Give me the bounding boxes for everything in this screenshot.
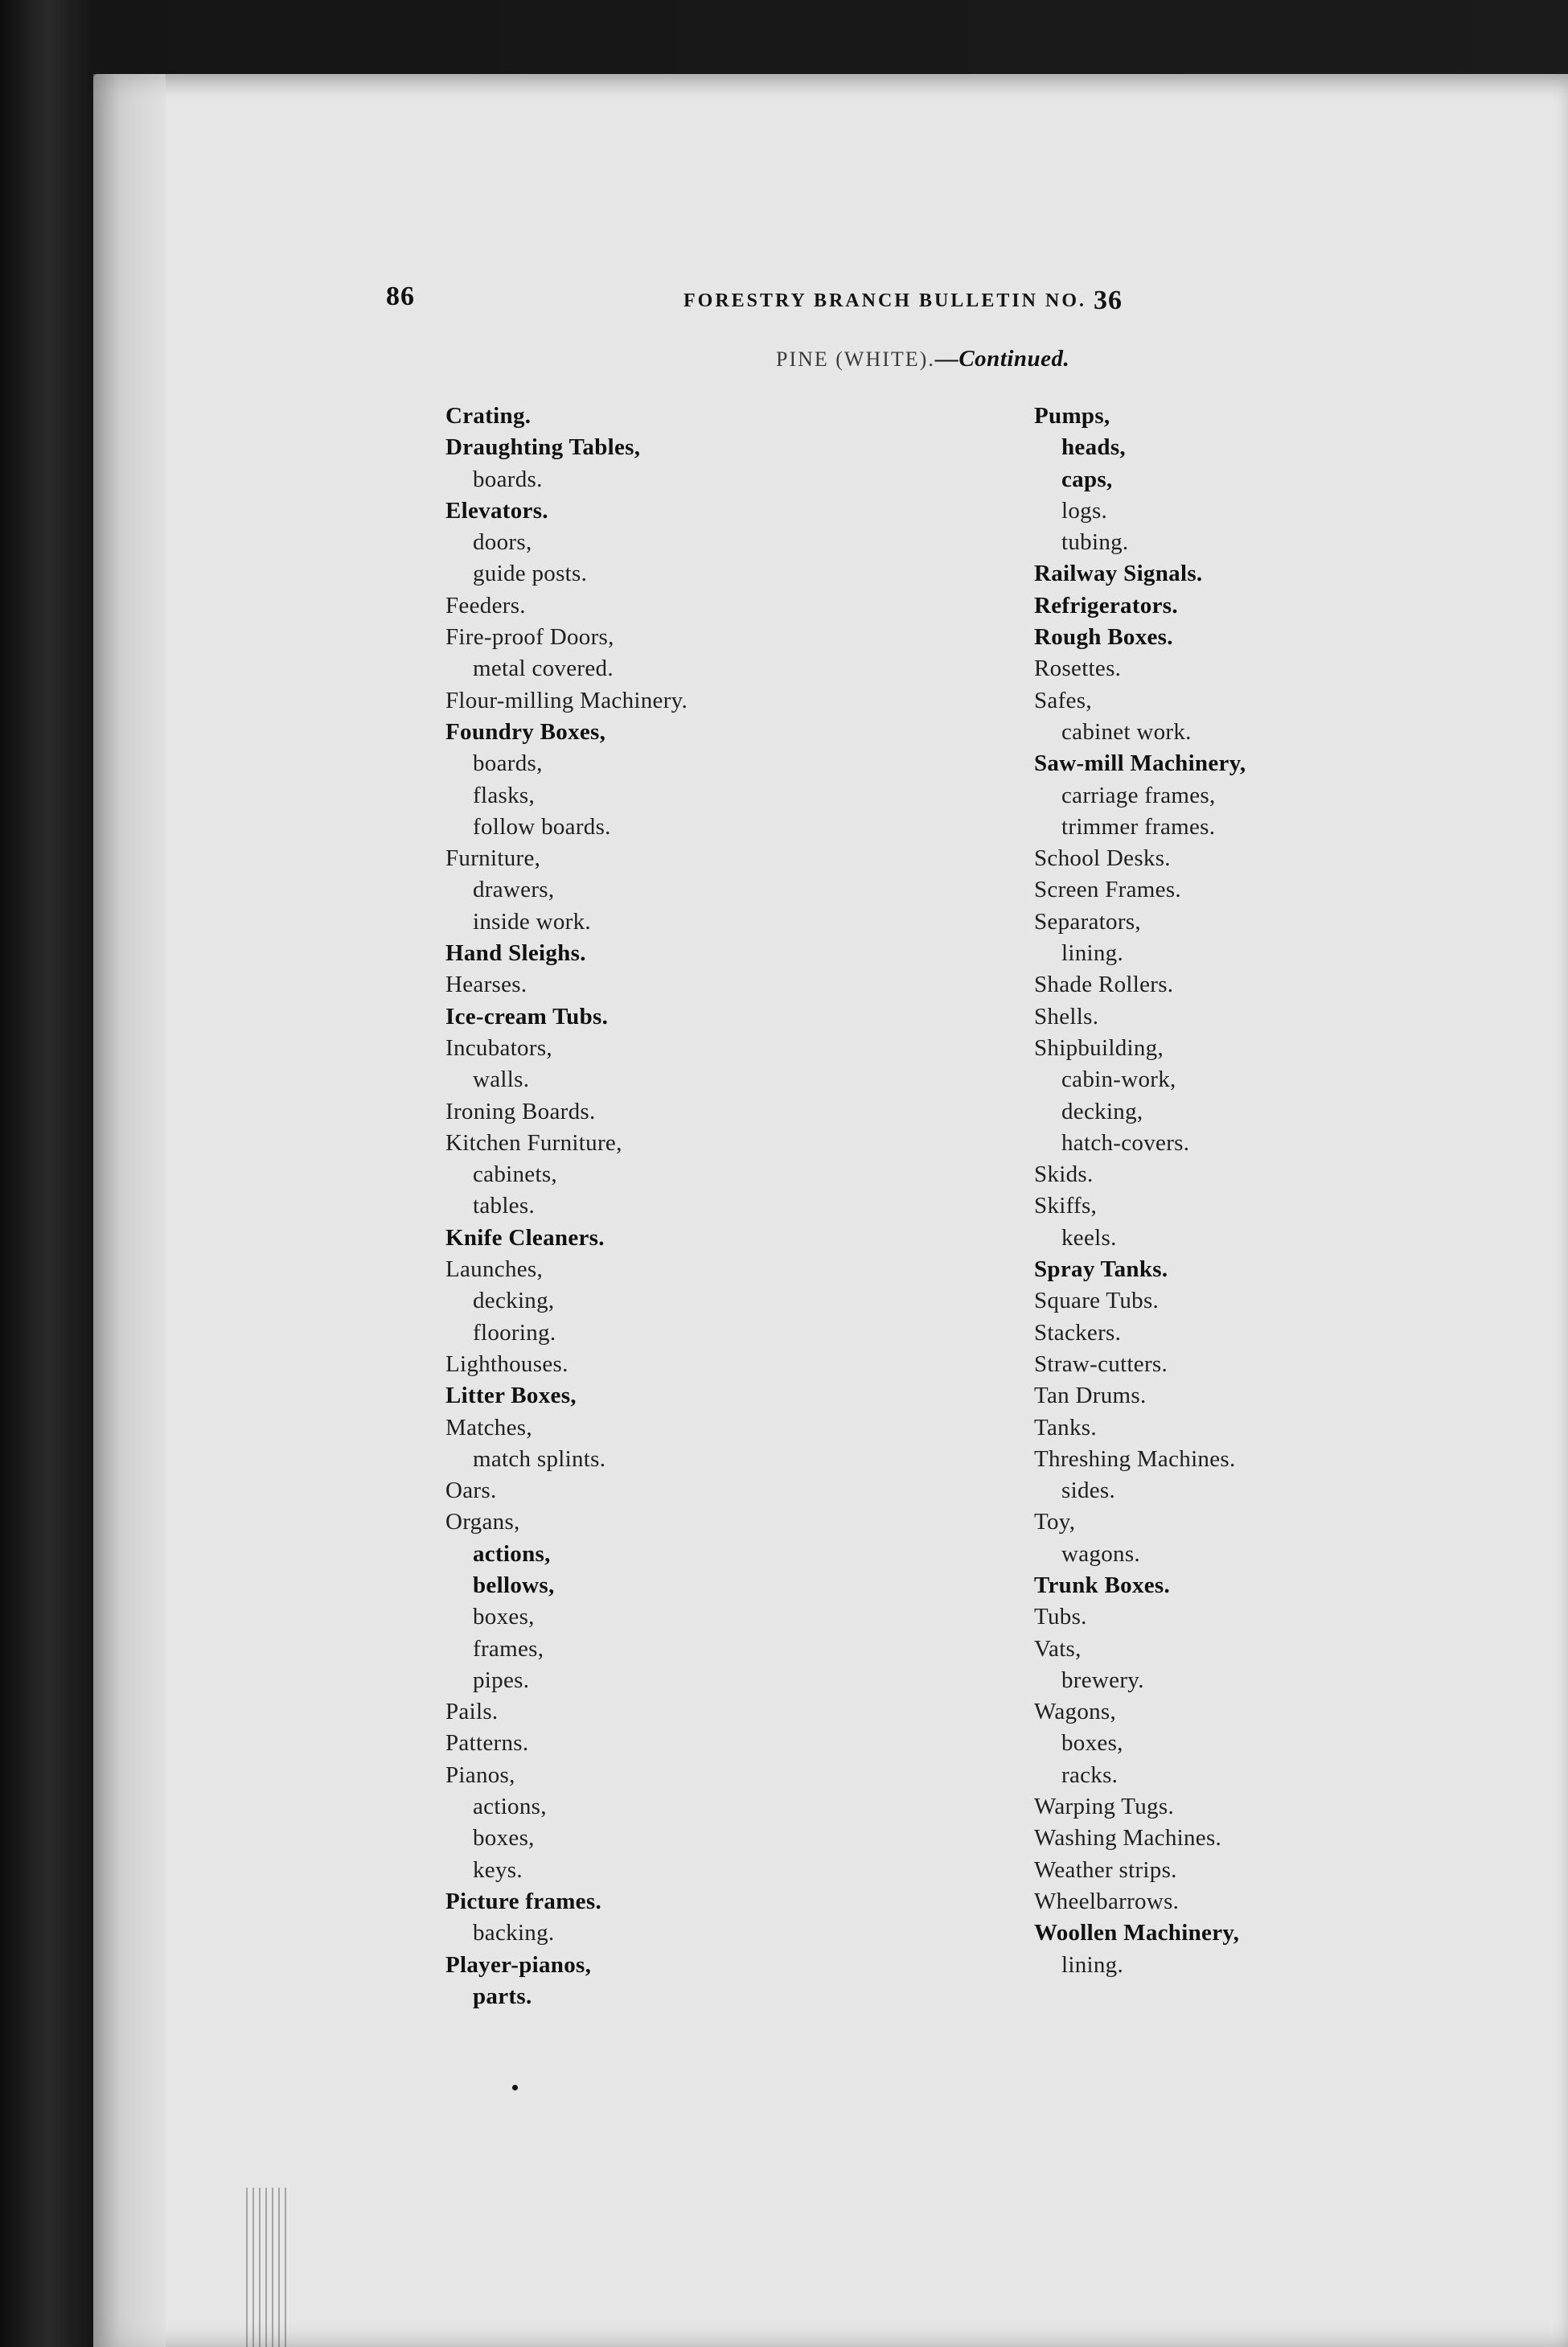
list-entry: Fire-proof Doors, <box>445 624 614 651</box>
list-subentry: keels. <box>1061 1224 1117 1251</box>
list-subentry: metal covered. <box>473 656 614 682</box>
list-entry: Ironing Boards. <box>445 1098 596 1124</box>
list-subentry: hatch-covers. <box>1061 1129 1190 1156</box>
list-entry: Player-pianos, <box>445 1951 592 1978</box>
list-subentry: trimmer frames. <box>1061 813 1216 840</box>
list-subentry: decking, <box>1061 1098 1143 1124</box>
list-entry: Matches, <box>445 1414 532 1441</box>
page-number: 86 <box>386 282 415 311</box>
list-entry: Saw-mill Machinery, <box>1034 750 1246 777</box>
list-entry: Shells. <box>1034 1003 1099 1030</box>
list-subentry: lining. <box>1061 940 1124 967</box>
list-entry: Organs, <box>445 1509 520 1535</box>
list-entry: Crating. <box>445 403 532 429</box>
section-heading-continued: —Continued. <box>934 346 1070 372</box>
list-subentry: boards. <box>473 466 543 492</box>
list-subentry: heads, <box>1061 434 1126 461</box>
list-subentry: flasks, <box>473 782 536 808</box>
list-subentry: boxes, <box>473 1604 535 1630</box>
list-entry: Pails. <box>445 1699 499 1725</box>
list-subentry: flooring. <box>473 1319 556 1346</box>
list-entry: Skids. <box>1034 1161 1094 1188</box>
list-subentry: carriage frames, <box>1061 782 1216 808</box>
list-entry: Furniture, <box>445 845 541 872</box>
section-heading <box>776 346 1069 372</box>
list-entry: Separators, <box>1034 908 1141 935</box>
list-subentry: wagons. <box>1061 1540 1140 1567</box>
page-stack-edge <box>241 2188 289 2347</box>
list-subentry: frames, <box>473 1635 544 1662</box>
list-subentry: decking, <box>473 1288 555 1314</box>
list-subentry: doors, <box>473 529 532 556</box>
list-subentry: actions, <box>473 1794 547 1820</box>
list-entry: Hearses. <box>445 972 527 998</box>
left-column-list <box>445 401 1008 2012</box>
list-entry: Hand Sleighs. <box>445 940 586 967</box>
list-entry: Skiffs, <box>1034 1193 1098 1219</box>
list-entry: Ice-cream Tubs. <box>445 1003 609 1030</box>
list-entry: Draughting Tables, <box>445 434 641 461</box>
list-subentry: logs. <box>1061 497 1108 524</box>
list-entry: Patterns. <box>445 1730 529 1757</box>
list-subentry: follow boards. <box>473 813 611 840</box>
list-subentry: cabinet work. <box>1061 718 1192 745</box>
list-entry: Litter Boxes, <box>445 1383 577 1409</box>
list-subentry: walls. <box>473 1067 530 1093</box>
list-subentry: inside work. <box>473 908 591 935</box>
list-subentry: pipes. <box>473 1667 530 1693</box>
list-entry: Picture frames. <box>445 1888 601 1914</box>
list-entry: Wagons, <box>1034 1699 1117 1725</box>
list-entry: Toy, <box>1034 1509 1076 1535</box>
list-entry: Washing Machines. <box>1034 1825 1222 1852</box>
running-header-title: FORESTRY BRANCH BULLETIN NO. <box>683 290 1086 311</box>
page-dot-mark <box>512 2085 518 2090</box>
page-edge-shadow <box>93 74 166 2347</box>
list-entry: Flour-milling Machinery. <box>445 687 688 713</box>
list-entry: Woollen Machinery, <box>1034 1920 1240 1946</box>
section-heading-species: PINE (WHITE). <box>776 347 935 371</box>
list-subentry: backing. <box>473 1920 555 1946</box>
list-entry: Straw-cutters. <box>1034 1350 1168 1377</box>
list-entry: Elevators. <box>445 497 548 524</box>
list-entry: Pumps, <box>1034 403 1110 429</box>
list-subentry: drawers, <box>473 877 555 903</box>
list-entry: Rough Boxes. <box>1034 624 1173 651</box>
list-entry: Incubators, <box>445 1034 552 1061</box>
list-entry: School Desks. <box>1034 845 1171 872</box>
list-entry: Lighthouses. <box>445 1350 569 1377</box>
running-header <box>683 286 1123 316</box>
list-entry: Warping Tugs. <box>1034 1794 1174 1820</box>
list-subentry: boards, <box>473 750 543 777</box>
list-entry: Tanks. <box>1034 1414 1097 1441</box>
list-subentry: match splints. <box>473 1445 606 1472</box>
list-subentry: bellows, <box>473 1572 555 1598</box>
list-subentry: lining. <box>1061 1951 1124 1978</box>
list-entry: Knife Cleaners. <box>445 1224 605 1251</box>
list-entry: Spray Tanks. <box>1034 1256 1168 1283</box>
bulletin-number: 36 <box>1094 286 1123 315</box>
list-entry: Shipbuilding, <box>1034 1034 1164 1061</box>
list-entry: Vats, <box>1034 1635 1082 1662</box>
list-entry: Foundry Boxes, <box>445 718 606 745</box>
list-entry: Rosettes. <box>1034 656 1122 682</box>
list-entry: Safes, <box>1034 687 1092 713</box>
right-column-list <box>1034 401 1517 1981</box>
list-subentry: boxes, <box>1061 1730 1123 1757</box>
list-subentry: parts. <box>473 1983 532 2009</box>
list-entry: Pianos, <box>445 1761 515 1788</box>
list-entry: Shade Rollers. <box>1034 972 1174 998</box>
list-subentry: tables. <box>473 1193 535 1219</box>
list-entry: Wheelbarrows. <box>1034 1888 1180 1914</box>
list-subentry: brewery. <box>1061 1667 1144 1693</box>
list-entry: Screen Frames. <box>1034 877 1181 903</box>
list-subentry: racks. <box>1061 1761 1119 1788</box>
list-entry: Threshing Machines. <box>1034 1445 1236 1472</box>
list-entry: Refrigerators. <box>1034 592 1178 619</box>
list-subentry: actions, <box>473 1540 551 1567</box>
list-subentry: cabinets, <box>473 1161 557 1188</box>
list-entry: Trunk Boxes. <box>1034 1572 1171 1598</box>
list-entry: Weather strips. <box>1034 1856 1177 1883</box>
list-subentry: guide posts. <box>473 561 588 587</box>
list-subentry: tubing. <box>1061 529 1129 556</box>
list-entry: Tan Drums. <box>1034 1383 1147 1409</box>
list-entry: Square Tubs. <box>1034 1288 1160 1314</box>
list-subentry: sides. <box>1061 1478 1116 1504</box>
list-entry: Feeders. <box>445 592 526 619</box>
list-subentry: keys. <box>473 1856 523 1883</box>
list-subentry: boxes, <box>473 1825 535 1852</box>
list-entry: Oars. <box>445 1478 497 1504</box>
list-entry: Railway Signals. <box>1034 561 1203 587</box>
list-entry: Launches, <box>445 1256 544 1283</box>
list-entry: Kitchen Furniture, <box>445 1129 622 1156</box>
list-entry: Tubs. <box>1034 1604 1087 1630</box>
list-subentry: cabin-work, <box>1061 1067 1176 1093</box>
list-subentry: caps, <box>1061 466 1113 492</box>
list-entry: Stackers. <box>1034 1319 1122 1346</box>
